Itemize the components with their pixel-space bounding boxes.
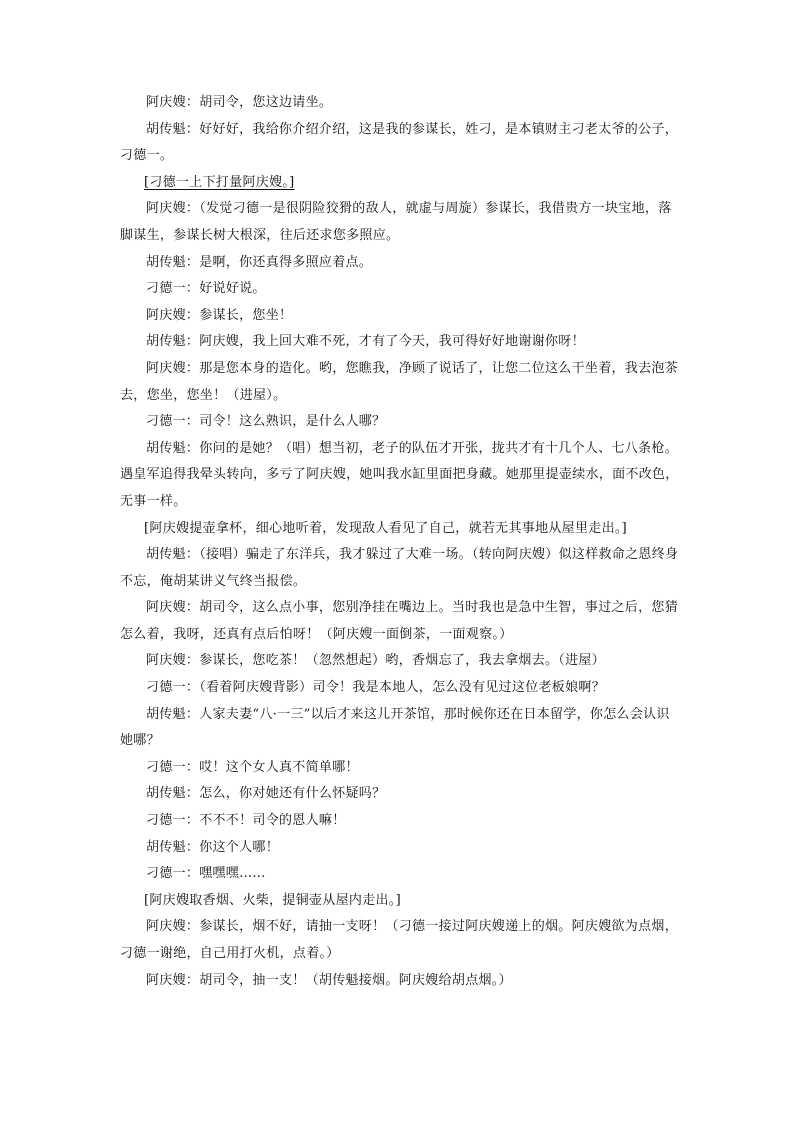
dialogue-line: 刁德一：嘿嘿嘿……	[146, 866, 266, 882]
dialogue-line: 阿庆嫂：那是您本身的造化。哟，您瞧我，净顾了说话了，让您二位这么干坐着，我去泡茶去，您坐，您坐！（进屋）。	[120, 360, 679, 403]
dialogue-line: 刁德一：司令！这么熟识，是什么人哪？	[146, 414, 386, 430]
stage-direction: [阿庆嫂提壶拿杯，细心地听着，发现敌人看见了自己，就若无其事地从屋里走出。]	[144, 520, 628, 536]
dialogue-line: 刁德一：不不不！司令的恩人嘛！	[146, 813, 346, 829]
dialogue-line: 刁德一：（看着阿庆嫂背影）司令！我是本地人，怎么没有见过这位老板娘啊？	[146, 680, 606, 696]
stage-direction: [阿庆嫂取香烟、火柴，提铜壶从屋内走出。]	[144, 892, 401, 908]
stage-direction-text: [刁德一上下打量阿庆嫂。]	[144, 174, 295, 190]
dialogue-line: 阿庆嫂：（发觉刁德一是很阴险狡猾的敌人，就虚与周旋）参谋长，我借贵方一块宝地，落脚谋生，参谋长树大根深，往后还求您多照应。	[120, 201, 672, 243]
dialogue-line: 胡传魁：（接唱）骗走了东洋兵，我才躲过了大难一场。（转向阿庆嫂）似这样救命之恩终身不忘，俺胡某讲义气终当报偿。	[120, 547, 679, 589]
dialogue-line: 阿庆嫂：胡司令，抽一支！（胡传魁接烟。阿庆嫂给胡点烟。）	[146, 972, 512, 988]
dialogue-line: 胡传魁：好好好，我给你介绍介绍，这是我的参谋长，姓刁，是本镇财主刁老太爷的公子，刁德一。	[120, 121, 679, 164]
dialogue-line: 刁德一：好说好说。	[146, 281, 266, 297]
dialogue-line: 刁德一：哎！这个女人真不简单哪！	[146, 759, 359, 775]
stage-direction	[120, 170, 680, 197]
dialogue-line: 阿庆嫂：胡司令，您这边请坐。	[146, 95, 333, 110]
dialogue-line: 胡传魁：你这个人哪！	[146, 839, 280, 855]
dialogue-line: 阿庆嫂：参谋长，您吃茶！（忽然想起）哟，香烟忘了，我去拿烟去。（进屋）	[146, 653, 606, 669]
dialogue-line: 胡传魁：你问的是她？（唱）想当初，老子的队伍才开张，拢共才有十几个人、七八条枪。遇皇军追得我晕头转向，多亏了阿庆嫂，她叫我水缸里面把身藏。她那里提壶续水，面不改色，无事一样。	[120, 440, 679, 509]
dialogue-line: 胡传魁：怎么，你对她还有什么怀疑吗？	[146, 786, 386, 802]
script-text	[120, 90, 680, 994]
dialogue-line: 阿庆嫂：参谋长，烟不好，请抽一支呀！（刁德一接过阿庆嫂递上的烟。阿庆嫂欲为点烟，刁德一谢绝，自己用打火机，点着。）	[120, 919, 679, 961]
dialogue-line: 阿庆嫂：胡司令，这么点小事，您别净挂在嘴边上。当时我也是急中生智，事过之后，您猜怎么着，我呀，还真有点后怕呀！（阿庆嫂一面倒茶，一面观察。）	[120, 600, 679, 642]
dialogue-line: 胡传魁：是啊，你还真得多照应着点。	[146, 254, 373, 270]
dialogue-line: 胡传魁：阿庆嫂，我上回大难不死，才有了今天，我可得好好地谢谢你呀！	[146, 334, 585, 350]
dialogue-line: 阿庆嫂：参谋长，您坐！	[146, 307, 293, 323]
dialogue-line: 胡传魁：人家夫妻“八·一三”以后才来这儿开茶馆，那时候你还在日本留学，你怎么会认识她哪？	[120, 706, 670, 749]
